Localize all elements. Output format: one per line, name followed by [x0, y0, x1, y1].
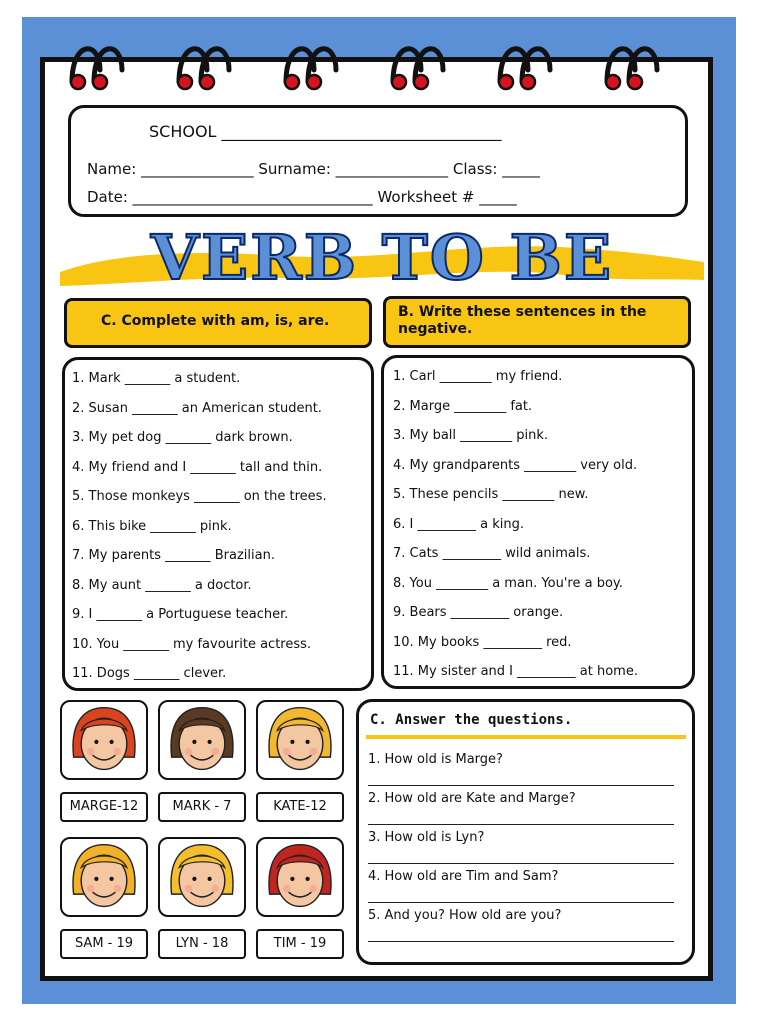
questions-heading-underline	[366, 735, 686, 739]
question-text: 2. How old are Kate and Marge?	[368, 791, 576, 806]
right-exercise-item[interactable]: 4. My grandparents ________ very old.	[393, 457, 638, 473]
left-exercise-item[interactable]: 9. I _______ a Portuguese teacher.	[72, 607, 289, 622]
left-exercise-item[interactable]: 11. Dogs _______ clever.	[72, 666, 227, 681]
portrait-card	[256, 837, 344, 917]
person-name-label: MARGE-12	[60, 792, 148, 822]
left-exercise-item[interactable]: 5. Those monkeys _______ on the trees.	[72, 489, 327, 504]
left-exercise-item[interactable]: 3. My pet dog _______ dark brown.	[72, 430, 293, 445]
question-text: 5. And you? How old are you?	[368, 908, 562, 923]
right-exercise-item[interactable]: 9. Bears _________ orange.	[393, 605, 564, 620]
page-title: VERB TO BE	[150, 221, 614, 294]
answer-line[interactable]	[368, 902, 674, 903]
questions-heading: C. Answer the questions.	[370, 712, 573, 728]
question-text: 4. How old are Tim and Sam?	[368, 869, 559, 884]
person-name-label: MARK - 7	[158, 792, 246, 822]
spiral-rings	[0, 0, 768, 100]
left-exercise-item[interactable]: 8. My aunt _______ a doctor.	[72, 577, 252, 593]
right-exercise-item[interactable]: 7. Cats _________ wild animals.	[393, 546, 591, 561]
answer-line[interactable]	[368, 824, 674, 825]
name-surname-class-fields[interactable]: Name: _______________ Surname: _______________ Class: _____	[87, 160, 540, 178]
face-illustration-icon	[258, 702, 342, 778]
right-exercise-item[interactable]: 11. My sister and I _________ at home.	[393, 664, 638, 679]
date-worksheet-fields[interactable]: Date: ________________________________ Worksheet # _____	[87, 188, 517, 206]
header-info-box	[68, 105, 688, 217]
answer-line[interactable]	[368, 785, 674, 786]
face-illustration-icon	[258, 839, 342, 915]
right-exercise-item[interactable]: 10. My books _________ red.	[393, 634, 572, 650]
right-exercise-item[interactable]: 1. Carl ________ my friend.	[393, 369, 563, 384]
section-right-heading-text: B. Write these sentences in the negative.	[398, 304, 647, 337]
title-banner	[56, 222, 708, 294]
right-exercise-item[interactable]: 5. These pencils ________ new.	[393, 487, 589, 502]
person-name-label: LYN - 18	[158, 929, 246, 959]
section-left-heading	[64, 298, 372, 348]
face-illustration-icon	[62, 839, 146, 915]
portrait-card	[60, 700, 148, 780]
left-exercise-item[interactable]: 6. This bike _______ pink.	[72, 518, 232, 534]
left-exercise-item[interactable]: 10. You _______ my favourite actress.	[72, 636, 312, 652]
section-left-list	[72, 364, 327, 689]
portrait-card	[60, 837, 148, 917]
person-name-label: TIM - 19	[256, 929, 344, 959]
face-illustration-icon	[160, 702, 244, 778]
left-exercise-item[interactable]: 2. Susan _______ an American student.	[72, 400, 322, 416]
portrait-card	[158, 837, 246, 917]
question-text: 3. How old is Lyn?	[368, 830, 485, 845]
section-left-heading-text: C. Complete with am, is, are.	[101, 313, 330, 329]
question-text: 1. How old is Marge?	[368, 752, 503, 767]
left-exercise-item[interactable]: 4. My friend and I _______ tall and thin.	[72, 459, 323, 475]
portrait-card	[256, 700, 344, 780]
school-field[interactable]: SCHOOL ___________________________________	[149, 122, 502, 141]
person-name-label: SAM - 19	[60, 929, 148, 959]
portrait-card	[158, 700, 246, 780]
person-name-label: KATE-12	[256, 792, 344, 822]
section-right-list	[393, 362, 638, 687]
face-illustration-icon	[160, 839, 244, 915]
right-exercise-item[interactable]: 8. You ________ a man. You're a boy.	[393, 575, 623, 591]
face-illustration-icon	[62, 702, 146, 778]
left-exercise-item[interactable]: 7. My parents _______ Brazilian.	[72, 548, 275, 563]
answer-line[interactable]	[368, 863, 674, 864]
answer-line[interactable]	[368, 941, 674, 942]
left-exercise-item[interactable]: 1. Mark _______ a student.	[72, 371, 241, 386]
section-right-heading	[383, 296, 691, 348]
right-exercise-item[interactable]: 6. I _________ a king.	[393, 516, 524, 532]
right-exercise-item[interactable]: 2. Marge ________ fat.	[393, 398, 533, 414]
right-exercise-item[interactable]: 3. My ball ________ pink.	[393, 428, 549, 443]
